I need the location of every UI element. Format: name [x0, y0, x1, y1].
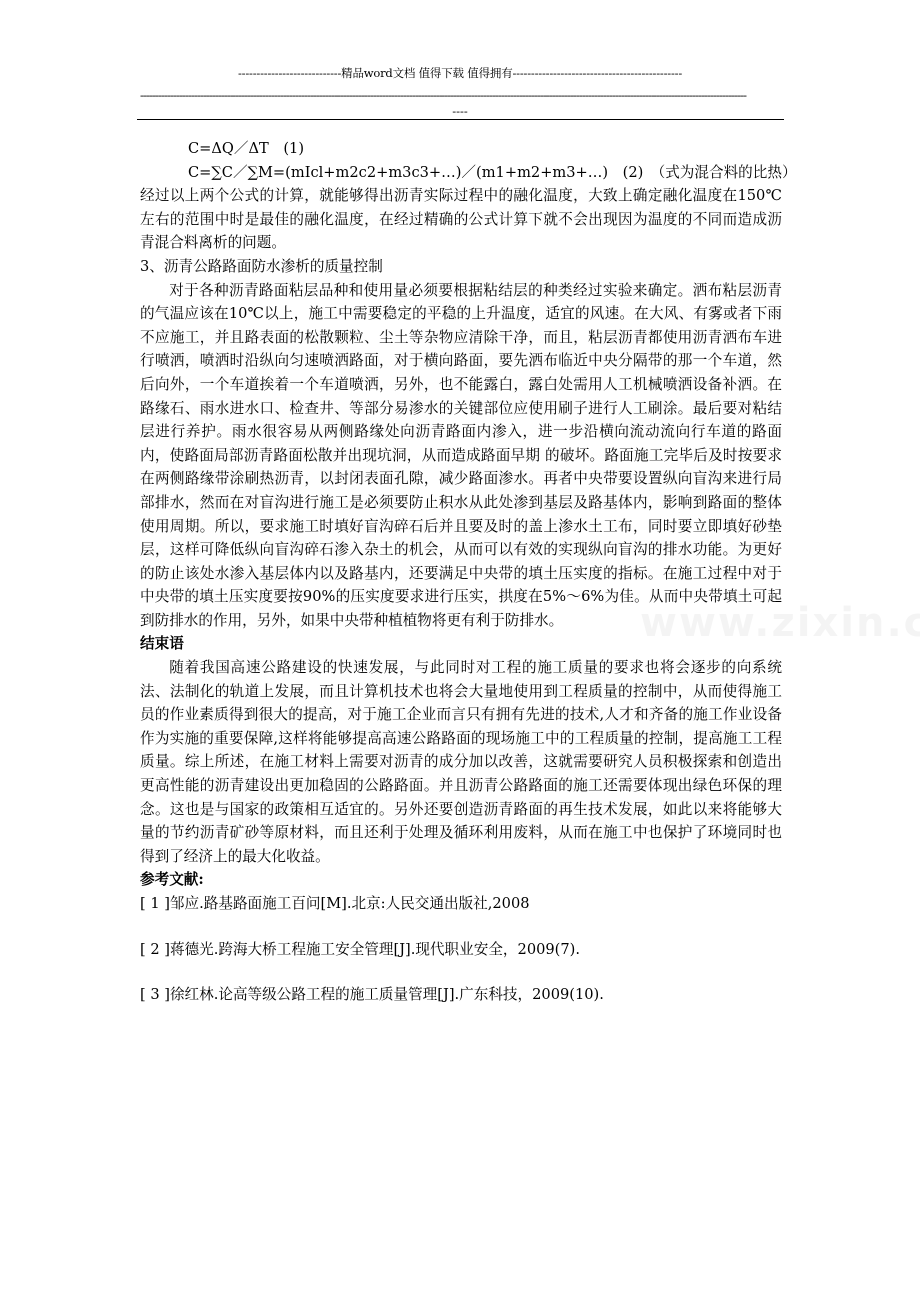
conclusion-heading: 结束语: [140, 635, 184, 653]
conclusion-paragraph: 随着我国高速公路建设的快速发展，与此同时对工程的施工质量的要求也将会逐步的向系统法、法制化的轨道上发展，而且计算机技术也将会大量地使用到工程质量的控制中，从而使得施工员的作业素质得到很大的提高，对于施工企业而言只有拥有先进的技术,人才和齐备的施工作业设备作为实施的重要保障,这样将能够提高高速公路路面的现场施工中的工程质量的控制，提高施工工程质量。综上所述，在施工材料上需要对沥青的成分加以改善，这就需要研究人员积极探索和创造出更高性能的沥青建设出更加稳固的公路路面。并且沥青公路路面的施工还需要体现出绿色环保的理念。这也是与国家的政策相互适宜的。另外还要创造沥青路面的再生技术发展，如此以来将能够大量的节约沥青矿砂等原材料，而且还利于处理及循环利用废料，从而在施工中也保护了环境同时也得到了经济上的最大化收益。: [140, 659, 782, 865]
reference-item-2: [ 2 ]蒋德光.跨海大桥工程施工安全管理[J].现代职业安全，2009(7).: [140, 940, 580, 958]
references-heading: 参考文献:: [140, 871, 204, 889]
formula-result-paragraph: 经过以上两个公式的计算，就能够得出沥青实际过程中的融化温度，大致上确定融化温度在150℃左右的范围中时是最佳的融化温度，在经过精确的公式计算下就不会出现因为温度的不同而造成沥青混合料离析的问题。: [140, 187, 782, 252]
section-3-heading: 3、沥青公路路面防水渗析的质量控制: [140, 257, 383, 275]
section-3-paragraph: 对于各种沥青路面粘层品种和使用量必须要根据粘结层的种类经过实验来确定。洒布粘层沥青的气温应该在10℃以上，施工中需要稳定的平稳的上升温度，适宜的风速。在大风、有雾或者下雨不应施工，并且路表面的松散颗粒、尘土等杂物应清除干净，而且，粘层沥青都使用沥青洒布车进行喷洒，喷洒时沿纵向匀速喷洒路面，对于横向路面，要先洒布临近中央分隔带的那一个车道，然后向外，一个车道挨着一个车道喷洒，另外，也不能露白，露白处需用人工机械喷洒设备补洒。在路缘石、雨水进水口、检查井、等部分易渗水的关键部位应使用刷子进行人工刷涂。最后要对粘结层进行养护。雨水很容易从两侧路缘处向沥青路面内渗入，进一步沿横向流动流向行车道的路面内，使路面局部沥青路面松散并出现坑洞，从而造成路面早期 的破坏。路面施工完毕后及时按要求在两侧路缘带涂刷热沥青，以封闭表面孔隙，减少路面渗水。再者中央带要设置纵向盲沟来进行局部排水，然而在对盲沟进行施工是必须要防止积水从此处渗到基层及路基体内，影响到路面的整体使用周期。所以，要求施工时填好盲沟碎石后并且要及时的盖上渗水土工布，同时要立即填好砂垫层，这样可降低纵向盲沟碎石渗入杂土的机会，从而可以有效的实现纵向盲沟的排水功能。为更好的防止该处水渗入基层体内以及路基内，还要满足中央带的填土压实度的指标。在施工过程中对于中央带的填土压实度要按90%的压实度要求进行压实，拱度在5%～6%为佳。从而中央带填土可起到防排水的作用，另外，如果中央带种植植物将更有利于防排水。: [140, 281, 782, 629]
header-rule: [137, 119, 784, 120]
reference-item-3: [ 3 ]徐红林.论高等级公路工程的施工质量管理[J].广东科技，2009(10).: [140, 986, 604, 1004]
page-header-line-1: ----------------------------精品word文档 值得下载 值得拥有----------------------------------------------: [237, 66, 683, 80]
page-header-line-2: -----------------------------------------------------------------------------------------------------------------------------------------------------------------------------------------------------------: [140, 88, 747, 102]
formula-1: C=ΔQ／ΔT (1): [188, 140, 305, 157]
document-body: [140, 137, 797, 1007]
reference-item-1: [ 1 ]邹应.路基路面施工百问[M].北京:人民交通出版社,2008: [140, 895, 530, 912]
reference-spacer: [140, 916, 782, 938]
reference-spacer: [140, 961, 782, 983]
page-header-line-3: ----: [452, 104, 468, 118]
formula-2: C=∑C／∑M=(mIcl+m2c2+m3c3+…)／(m1+m2+m3+…) (2) （式为混合料的比热）: [188, 163, 797, 181]
